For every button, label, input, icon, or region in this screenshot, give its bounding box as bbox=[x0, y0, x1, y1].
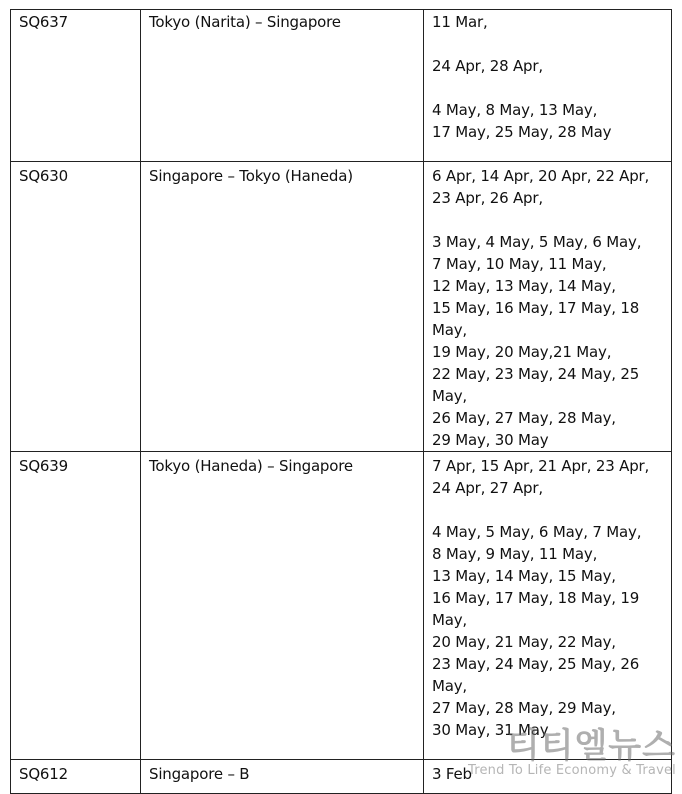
date-line: 17 May, 25 May, 28 May bbox=[432, 123, 612, 141]
date-line: 7 Apr, 15 Apr, 21 Apr, 23 Apr, bbox=[432, 457, 650, 475]
date-line: 23 Apr, 26 Apr, bbox=[432, 189, 543, 207]
date-line: 6 Apr, 14 Apr, 20 Apr, 22 Apr, bbox=[432, 167, 650, 185]
date-line: May, bbox=[432, 321, 467, 339]
date-line: 26 May, 27 May, 28 May, bbox=[432, 409, 616, 427]
route-cell: Tokyo (Narita) – Singapore bbox=[141, 10, 424, 162]
date-line: 12 May, 13 May, 14 May, bbox=[432, 277, 616, 295]
date-line: 30 May, 31 May bbox=[432, 721, 549, 739]
date-line: May, bbox=[432, 387, 467, 405]
flight-schedule-body bbox=[11, 10, 672, 794]
date-line: 13 May, 14 May, 15 May, bbox=[432, 567, 616, 585]
date-line: 24 Apr, 27 Apr, bbox=[432, 479, 543, 497]
date-group bbox=[432, 455, 665, 499]
date-group bbox=[432, 763, 665, 785]
table-row bbox=[11, 760, 672, 794]
date-line: 3 Feb bbox=[432, 765, 472, 783]
date-line: 29 May, 30 May bbox=[432, 431, 549, 449]
date-group bbox=[432, 231, 665, 451]
table-row bbox=[11, 452, 672, 760]
flight-number-cell: SQ612 bbox=[11, 760, 141, 794]
date-line: 22 May, 23 May, 24 May, 25 bbox=[432, 365, 640, 383]
date-group bbox=[432, 11, 665, 33]
dates-cell bbox=[424, 760, 672, 794]
date-line: 23 May, 24 May, 25 May, 26 bbox=[432, 655, 640, 673]
flight-number-cell: SQ639 bbox=[11, 452, 141, 760]
dates-cell bbox=[424, 10, 672, 162]
flight-number-cell: SQ637 bbox=[11, 10, 141, 162]
date-line: 7 May, 10 May, 11 May, bbox=[432, 255, 607, 273]
dates-cell bbox=[424, 162, 672, 452]
date-line: 19 May, 20 May,21 May, bbox=[432, 343, 612, 361]
date-group bbox=[432, 165, 665, 209]
route-cell: Singapore – Tokyo (Haneda) bbox=[141, 162, 424, 452]
date-line: May, bbox=[432, 677, 467, 695]
date-line: 15 May, 16 May, 17 May, 18 bbox=[432, 299, 640, 317]
date-line: 4 May, 8 May, 13 May, bbox=[432, 101, 598, 119]
date-group bbox=[432, 55, 665, 77]
date-group bbox=[432, 521, 665, 741]
date-line: May, bbox=[432, 611, 467, 629]
date-line: 4 May, 5 May, 6 May, 7 May, bbox=[432, 523, 642, 541]
date-line: 24 Apr, 28 Apr, bbox=[432, 57, 543, 75]
date-group bbox=[432, 99, 665, 143]
flight-number-cell: SQ630 bbox=[11, 162, 141, 452]
date-line: 8 May, 9 May, 11 May, bbox=[432, 545, 598, 563]
flight-schedule-table bbox=[10, 9, 672, 794]
date-line: 3 May, 4 May, 5 May, 6 May, bbox=[432, 233, 642, 251]
date-line: 20 May, 21 May, 22 May, bbox=[432, 633, 616, 651]
watermark-tagline: Trend To Life Economy & Travel bbox=[467, 763, 676, 778]
date-line: 11 Mar, bbox=[432, 13, 488, 31]
date-line: 16 May, 17 May, 18 May, 19 bbox=[432, 589, 640, 607]
table-row bbox=[11, 10, 672, 162]
date-line: 27 May, 28 May, 29 May, bbox=[432, 699, 616, 717]
table-row bbox=[11, 162, 672, 452]
route-cell: Tokyo (Haneda) – Singapore bbox=[141, 452, 424, 760]
route-cell: Singapore – B bbox=[141, 760, 424, 794]
dates-cell bbox=[424, 452, 672, 760]
watermark-brand: 티티엘뉴스 bbox=[506, 726, 676, 766]
